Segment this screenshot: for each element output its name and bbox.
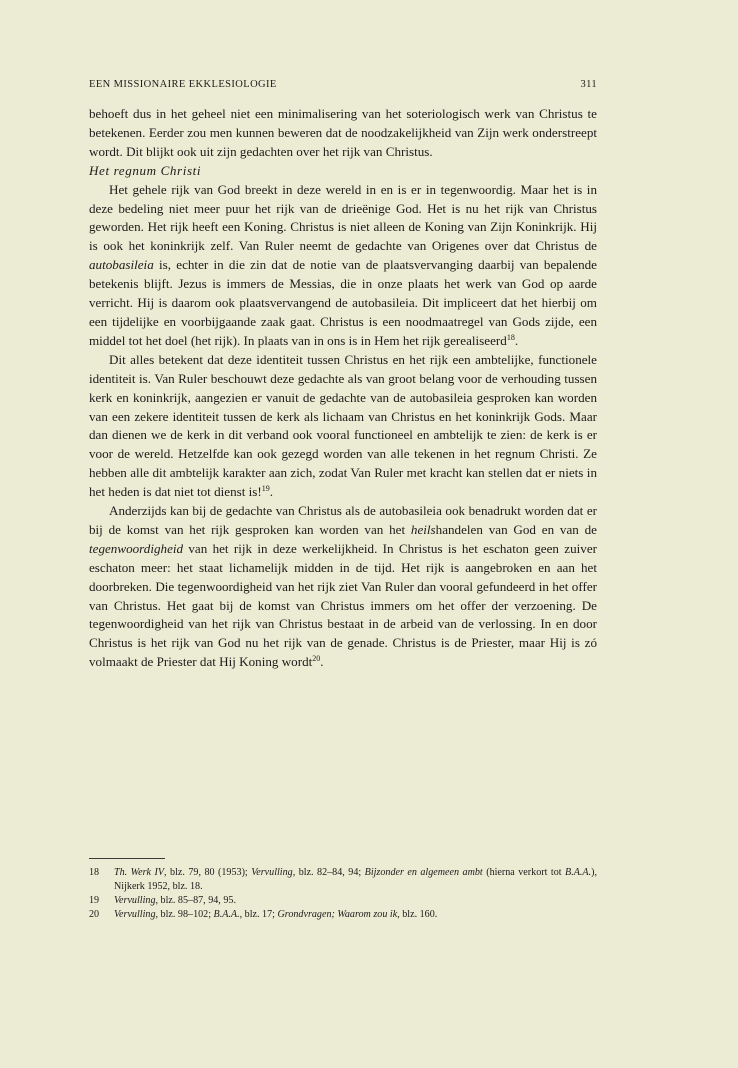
italic-ref: Bijzonder en algemeen ambt	[364, 867, 483, 878]
footnote-20	[89, 908, 597, 922]
italic-term: autobasileia	[89, 257, 154, 273]
text-run: Het gehele rijk van God breekt in deze wereld in en is er in tegenwoordig. Maar het is in deze bedeling niet meer puur het rijk van de drieënige God. Het is nu het rijk van Christus geworden. Het rijk heeft een Koning. Christus is niet alleen de Koning van Zijn Koninkrijk. Hij is ook het koninkrijk zelf. Van Ruler neemt de gedachte van Origenes over dat Christus de	[89, 181, 597, 254]
footnote-ref-19[interactable]: 19	[261, 484, 270, 494]
italic-ref: Th. Werk IV	[114, 867, 165, 878]
text-run: , blz. 98–102;	[155, 909, 214, 920]
footnote-number: 19	[89, 895, 100, 906]
italic-ref: Vervulling	[114, 909, 156, 920]
text-run: .	[269, 484, 274, 500]
text-run: handelen van God en van de	[435, 521, 597, 537]
text-run: Dit alles betekent dat deze identiteit tussen Christus en het rijk een ambtelijke, functionele identiteit is. Van Ruler beschouwt deze gedachte als van groot belang voor de verhouding tussen kerk en koninkrijk, aangezien er vanuit de gedachte van de autobasileia gesproken kan worden van een zekere identiteit tussen de kerk als lichaam van Christus en het koninkrijk Gods. Maar dan dienen we de kerk in dit verband ook vooral functioneel en ambtelijk te zien: de kerk is er voor de wereld. Hetzelfde kan ook gezegd worden van alle tekenen in het regnum Christi. Ze hebben alle dit ambtelijk karakter aan zich, zodat Van Ruler met kracht kan stellen dat er niets in het heden is dat niet tot dienst is!	[89, 351, 597, 500]
text-run: , blz. 85–87, 94, 95.	[155, 895, 236, 906]
paragraph-2	[89, 351, 597, 502]
italic-ref: Vervulling	[251, 867, 293, 878]
footnote-ref-20[interactable]: 20	[312, 654, 321, 664]
section-title: Het regnum Christi	[89, 162, 202, 178]
italic-ref: Vervulling	[114, 895, 156, 906]
paragraph-1	[89, 181, 597, 351]
italic-term: heils	[410, 521, 436, 537]
text-run: (hierna verkort tot	[482, 867, 566, 878]
paragraph-3	[89, 502, 597, 672]
intro-paragraph: behoeft dus in het geheel niet een minimalisering van het soteriologisch werk van Christus te betekenen. Eerder zou men kunnen beweren dat de noodzakelijkheid van Zijn werk onderstreept wordt. Dit blijkt ook uit zijn gedachten over het rijk van Christus.	[89, 106, 597, 159]
body-text	[89, 105, 597, 672]
text-run: , blz. 79, 80 (1953);	[164, 867, 252, 878]
text-run: , blz. 82–84, 94;	[292, 867, 365, 878]
text-run: , blz. 160.	[397, 909, 438, 920]
footnote-18	[89, 866, 597, 894]
italic-ref: B.A.A.	[565, 867, 592, 878]
footnote-number: 20	[89, 909, 100, 920]
footnote-divider	[89, 858, 165, 859]
text-run: is, echter in die zin dat de notie van de plaatsvervanging daarbij van bepalende betekenis blijft. Jezus is immers de Messias, die in onze plaats het werk van God op aarde verricht. Hij is daarom ook plaatsvervangend de autobasileia. Dit impliceert dat het hierbij om een tijdelijke en voorbijgaande zaak gaat. Christus is een noodmaatregel van Gods zijde, een middel tot het doel (het rijk). In plaats van in ons is in Hem het rijk gerealiseerd	[89, 257, 597, 348]
text-run: van het rijk in deze werkelijkheid. In Christus is het eschaton geen zuiver eschaton meer: het staat lichamelijk midden in de tijd. Het rijk is aangebroken en aan het doorbreken. Die tegenwoordigheid van het rijk ziet Van Ruler dan vooral gefundeerd in het offer van Christus. Het gaat bij de komst van Christus immers om het offer der verzoening. De tegenwoordigheid van het rijk van Christus bestaat in de arbeid van de verlossing. In en door Christus is het rijk van God nu het rijk van de genade. Christus is de Priester, maar Hij is zó volmaakt de Priester dat Hij Koning wordt	[89, 540, 597, 670]
text-run: .	[320, 654, 324, 670]
footnotes	[89, 866, 597, 922]
text-run: , blz. 17;	[239, 909, 278, 920]
footnote-19	[89, 894, 597, 908]
italic-term: tegenwoordigheid	[89, 540, 184, 556]
text-run: ), Nijkerk 1952, blz. 18.	[114, 867, 597, 892]
running-title: EEN MISSIONAIRE EKKLESIOLOGIE	[89, 79, 277, 90]
footnote-number: 18	[89, 867, 100, 878]
italic-ref: B.A.A.	[213, 909, 240, 920]
text-run: Anderzijds kan bij de gedachte van Christus als de autobasileia ook benadrukt worden dat er bij de komst van het rijk gesproken kan worden van het	[89, 503, 597, 537]
italic-ref: Grondvragen; Waarom zou ik	[277, 909, 398, 920]
text-run: .	[514, 332, 519, 348]
page-number: 311	[580, 79, 597, 90]
footnote-ref-18[interactable]: 18	[506, 332, 515, 342]
